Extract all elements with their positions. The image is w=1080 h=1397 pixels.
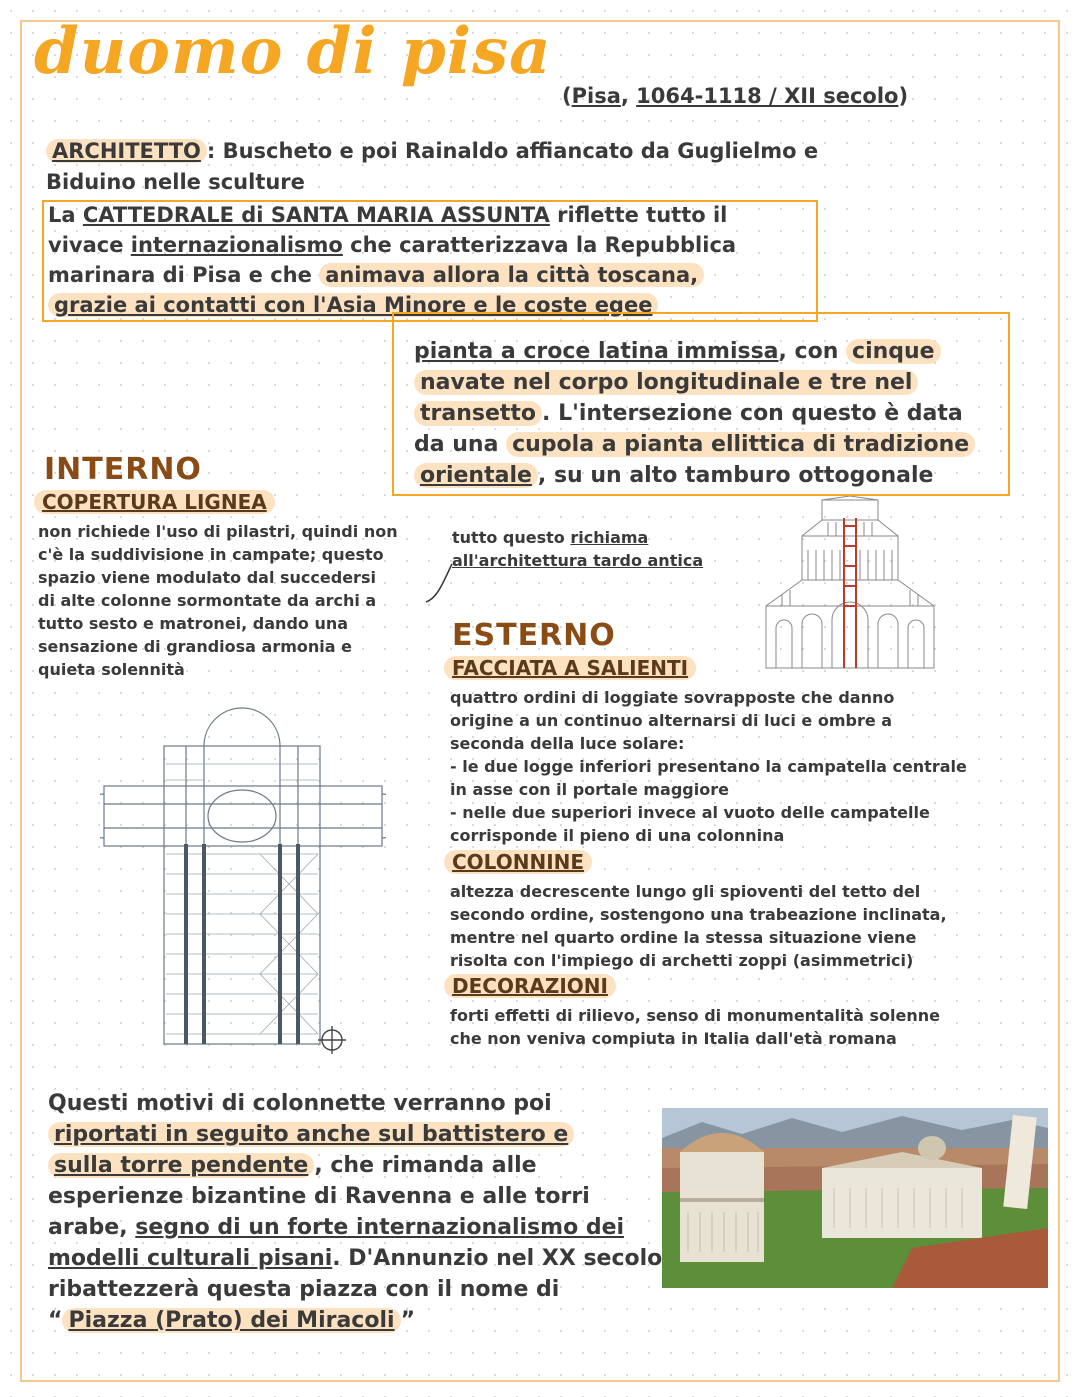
connector-line — [424, 560, 454, 604]
subtitle-place: Pisa — [571, 84, 621, 108]
architect-paragraph: ARCHITETTO : Buscheto e poi Rainaldo affiancato da Guglielmo e Biduino nelle sculture — [46, 139, 819, 194]
subtitle-dates: 1064-1118 / XII secolo — [636, 84, 899, 108]
colonnine-subheading: COLONNINE — [444, 850, 592, 874]
intro-paragraph: La CATTEDRALE di SANTA MARIA ASSUNTA riflette tutto il vivace internazionalismo che caratterizzava la Repubblica marinara di Pisa e che animava allora la città toscana, grazie ai contatti con l'Asia Minore e le coste egee — [48, 203, 737, 317]
note-paragraph: tutto questo richiama all'architettura tardo antica — [452, 528, 704, 570]
subtitle: (Pisa, 1064-1118 / XII secolo) — [562, 84, 909, 108]
plan-paragraph: pianta a croce latina immissa, con cinque navate nel corpo longitudinale e tre nel transetto . L'intersezione con questo è data da una cupola a pianta ellittica di tradizione orientale , su un alto tamburo ottogonale — [414, 336, 1014, 491]
decorazioni-subheading: DECORAZIONI — [444, 974, 616, 998]
interno-heading: INTERNO — [44, 452, 202, 487]
decorazioni-paragraph: forti effetti di rilievo, senso di monumentalità solenne che non veniva compiuta in Italia dall'età romana — [450, 1006, 940, 1048]
piazza-photo — [662, 1108, 1048, 1288]
floor-plan-drawing — [100, 694, 386, 1060]
copertura-lignea-subheading: COPERTURA LIGNEA — [34, 490, 275, 514]
cathedral-name: CATTEDRALE di SANTA MARIA ASSUNTA — [82, 203, 550, 227]
esterno-heading: ESTERNO — [452, 618, 616, 653]
conclusion-paragraph: Questi motivi di colonnette verranno poi riportati in seguito anche sul battistero e sulla torre pendente , che rimanda alle esperienze bizantine di Ravenna e alle torri arabe, segno di un forte internazionalismo dei modelli culturali pisani. D'Annunzio nel XX secolo ribattezzerà questa piazza con il nome di “ Piazza (Prato) dei Miracoli ” — [48, 1091, 663, 1333]
page-title: duomo di pisa — [34, 14, 552, 89]
architect-label: ARCHITETTO — [46, 139, 207, 163]
interno-paragraph: non richiede l'uso di pilastri, quindi non c'è la suddivisione in campate; questo spazio viene modulato dal succedersi di alte colonne sormontate da archi a tutto sesto e matronei, dando una sensazione di grandiosa armonia e quieta solennità — [38, 522, 398, 679]
facciata-subheading: FACCIATA A SALIENTI — [444, 656, 696, 680]
facciata-paragraph: quattro ordini di loggiate sovrapposte che danno origine a un continuo alternarsi di luci e ombre a seconda della luce solare: - le due logge inferiori presentano la campatella centrale in asse con il portale maggiore - nelle due superiori invece al vuoto delle campatelle corrisponde il pieno di una colonnina — [450, 688, 967, 845]
colonnine-paragraph: altezza decrescente lungo gli spioventi del tetto del secondo ordine, sostengono una trabeazione inclinata, mentre nel quarto ordine la stessa situazione viene risolta con l'impiego di archetti zoppi (asimmetrici) — [450, 882, 947, 970]
facade-drawing — [762, 496, 938, 672]
